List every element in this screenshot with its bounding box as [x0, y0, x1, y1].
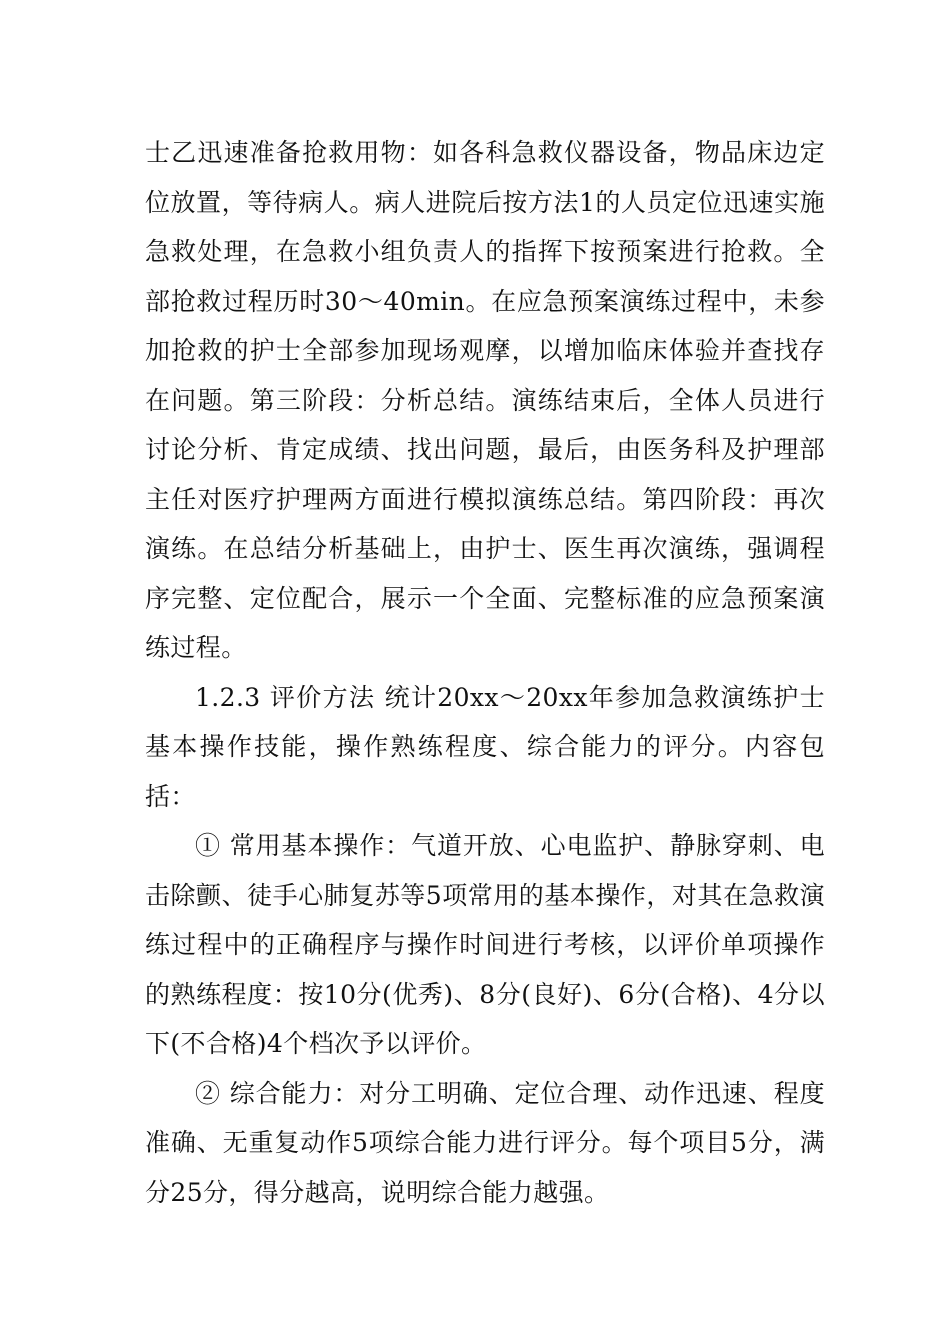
paragraph-evaluation-method: 1.2.3 评价方法 统计20xx～20xx年参加急救演练护士基本操作技能，操作熟练程度、综合能力的评分。内容包括： [145, 682, 825, 811]
paragraph-comprehensive-ability: ② 综合能力：对分工明确、定位合理、动作迅速、程度准确、无重复动作5项综合能力进行评分。每个项目5分，满分25分，得分越高，说明综合能力越强。 [145, 1078, 825, 1207]
paragraph-basic-operations: ① 常用基本操作：气道开放、心电监护、静脉穿刺、电击除颤、徒手心肺复苏等5项常用的基本操作，对其在急救演练过程中的正确程序与操作时间进行考核，以评价单项操作的熟练程度：按10分(优秀)、8分(良好)、6分(合格)、4分以下(不合格)4个档次予以评价。 [145, 831, 825, 1058]
paragraph-drill-process: 士乙迅速准备抢救用物：如各科急救仪器设备，物品床边定位放置，等待病人。病人进院后按方法1的人员定位迅速实施急救处理，在急救小组负责人的指挥下按预案进行抢救。全部抢救过程历时30～40min。在应急预案演练过程中，未参加抢救的护士全部参加现场观摩，以增加临床体验并查找存在问题。第三阶段：分析总结。演练结束后，全体人员进行讨论分析、肯定成绩、找出问题，最后，由医务科及护理部主任对医疗护理两方面进行模拟演练总结。第四阶段：再次演练。在总结分析基础上，由护士、医生再次演练，强调程序完整、定位配合，展示一个全面、完整标准的应急预案演练过程。 [145, 138, 825, 662]
document-body [145, 128, 825, 1217]
